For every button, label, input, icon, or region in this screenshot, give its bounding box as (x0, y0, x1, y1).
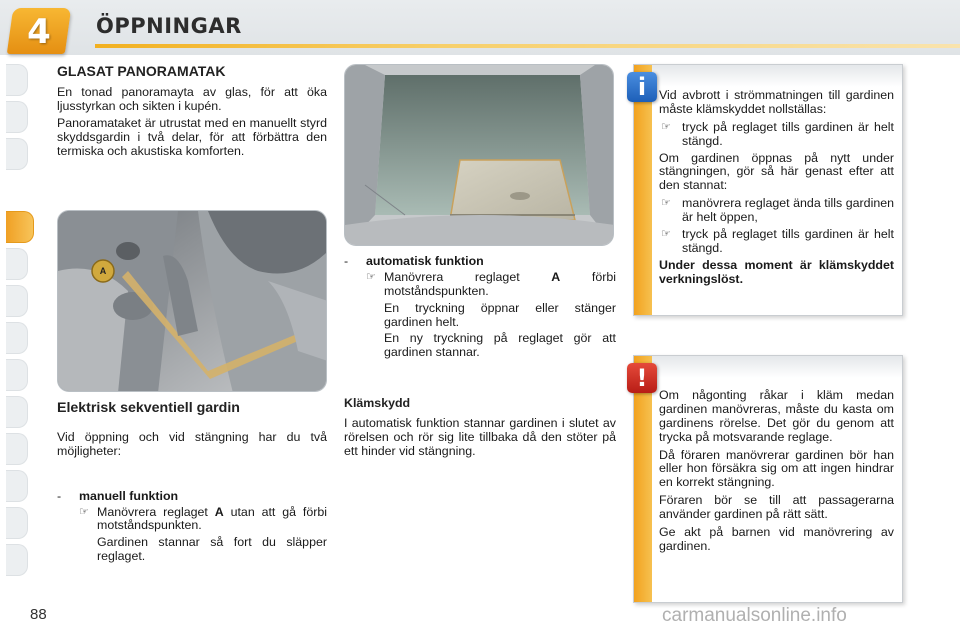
control-ref-a: A (551, 269, 561, 284)
side-tab[interactable] (6, 248, 28, 280)
dash-bullet: - (57, 488, 62, 503)
hand-pointer-icon: ☞ (79, 505, 89, 518)
panoramic-roof-illustration (345, 65, 614, 246)
side-tab[interactable] (6, 285, 28, 317)
watermark: carmanualsonline.info (662, 605, 847, 626)
info-intro: Vid avbrott i strömmatningen till gardinen måste klämskyddet nollställas: (659, 88, 894, 116)
side-tab[interactable] (6, 507, 28, 539)
side-tab[interactable] (6, 433, 28, 465)
control-photo (57, 210, 327, 392)
info-step-2-text: manövrera reglaget ända tills gardinen är helt öppen, (682, 196, 894, 225)
info-step-1 (659, 121, 894, 149)
left-column (57, 64, 327, 163)
side-tab[interactable] (6, 544, 28, 576)
auto-note-1: En tryckning öppnar eller stänger gardinen helt. (384, 300, 616, 329)
warning-para-4: Ge akt på barnen vid manövrering av gardinen. (659, 525, 894, 553)
roof-photo (344, 64, 614, 246)
warning-icon: ! (627, 363, 657, 393)
description-paragraph: Panoramataket är utrustat med en manuellt styrd skyddsgardin i två delar, för att förbättra den termiska och akustiska komforten. (57, 116, 327, 159)
chapter-number: 4 (27, 12, 51, 52)
side-tab[interactable] (6, 138, 28, 170)
control-illustration (58, 211, 327, 392)
manual-mode-item (57, 490, 327, 504)
intro-paragraph: En tonad panoramayta av glas, för att öka ljusstyrkan och sikten i kupén. (57, 84, 327, 113)
side-tab-active[interactable] (6, 211, 34, 243)
left-column-lower (57, 401, 327, 567)
auto-step (344, 271, 616, 299)
info-box (633, 64, 903, 316)
side-tab[interactable] (6, 101, 28, 133)
subsection-title: Elektrisk sekventiell gardin (57, 400, 240, 416)
warning-para-1: Om någonting råkar i kläm medan gardinen manövreras, måste du kasta om gardinens rörelse. Det gör du genom att trycka på motsvarande reglage. (659, 388, 894, 444)
info-box-content (634, 65, 902, 299)
header-underline (95, 44, 960, 48)
info-middle: Om gardinen öppnas på nytt under stängningen, gör så här genast efter att den stannat: (659, 150, 894, 193)
side-tab[interactable] (6, 322, 28, 354)
info-icon: i (627, 72, 657, 102)
manual-mode-title: manuell funktion (79, 488, 179, 503)
auto-step-text: Manövrera reglaget (384, 269, 552, 284)
middle-column (344, 255, 616, 463)
section-title: GLASAT PANORAMATAK (57, 63, 226, 79)
manual-step (57, 506, 327, 534)
side-tab[interactable] (6, 470, 28, 502)
pinch-protection-title: Klämskydd (344, 396, 411, 411)
hand-pointer-icon: ☞ (661, 228, 671, 241)
auto-mode-title: automatisk funktion (366, 254, 484, 268)
pinch-protection-text: I automatisk funktion stannar gardinen i slutet av rörelsen och rör sig lite tillbaka då den stöter på ett hinder vid stängning. (344, 416, 616, 458)
warning-box (633, 355, 903, 603)
side-tab[interactable] (6, 396, 28, 428)
auto-mode-item (344, 255, 616, 269)
page-number: 88 (30, 606, 47, 623)
chapter-side-tabs (0, 64, 34, 579)
info-step-1-text: tryck på reglaget tills gardinen är helt stängd. (682, 119, 894, 148)
control-label-a: A (99, 266, 107, 276)
control-ref-a: A (214, 504, 224, 519)
manual-step-text-end: utan att gå förbi motståndspunkten. (97, 504, 327, 533)
dash-bullet: - (344, 254, 349, 268)
auto-note-2: En ny tryckning på reglaget gör att gardinen stannar. (384, 331, 616, 360)
manual-step-text: Manövrera reglaget (97, 504, 215, 519)
hand-pointer-icon: ☞ (661, 197, 671, 210)
chapter-title: ÖPPNINGAR (96, 14, 242, 38)
side-tab[interactable] (6, 64, 28, 96)
side-tab[interactable] (6, 359, 28, 391)
manual-note: Gardinen stannar så fort du släpper reglaget. (97, 535, 327, 564)
subsection-intro: Vid öppning och vid stängning har du två möjligheter: (57, 429, 327, 458)
info-warning: Under dessa moment är klämskyddet verkningslöst. (659, 257, 894, 286)
hand-pointer-icon: ☞ (661, 120, 671, 133)
warning-para-2: Då föraren manövrerar gardinen bör han eller hon försäkra sig om att ingen hindrar en korrekt stängning. (659, 447, 894, 490)
info-step-3-text: tryck på reglaget tills gardinen är helt stängd. (682, 227, 894, 255)
info-step-2 (659, 197, 894, 225)
warning-box-content (634, 356, 902, 566)
info-step-3 (659, 228, 894, 256)
hand-pointer-icon: ☞ (366, 270, 376, 283)
auto-step-text-end: förbi motståndspunkten. (384, 269, 616, 298)
warning-para-3: Föraren bör se till att passagerarna använder gardinen på rätt sätt. (659, 493, 894, 522)
